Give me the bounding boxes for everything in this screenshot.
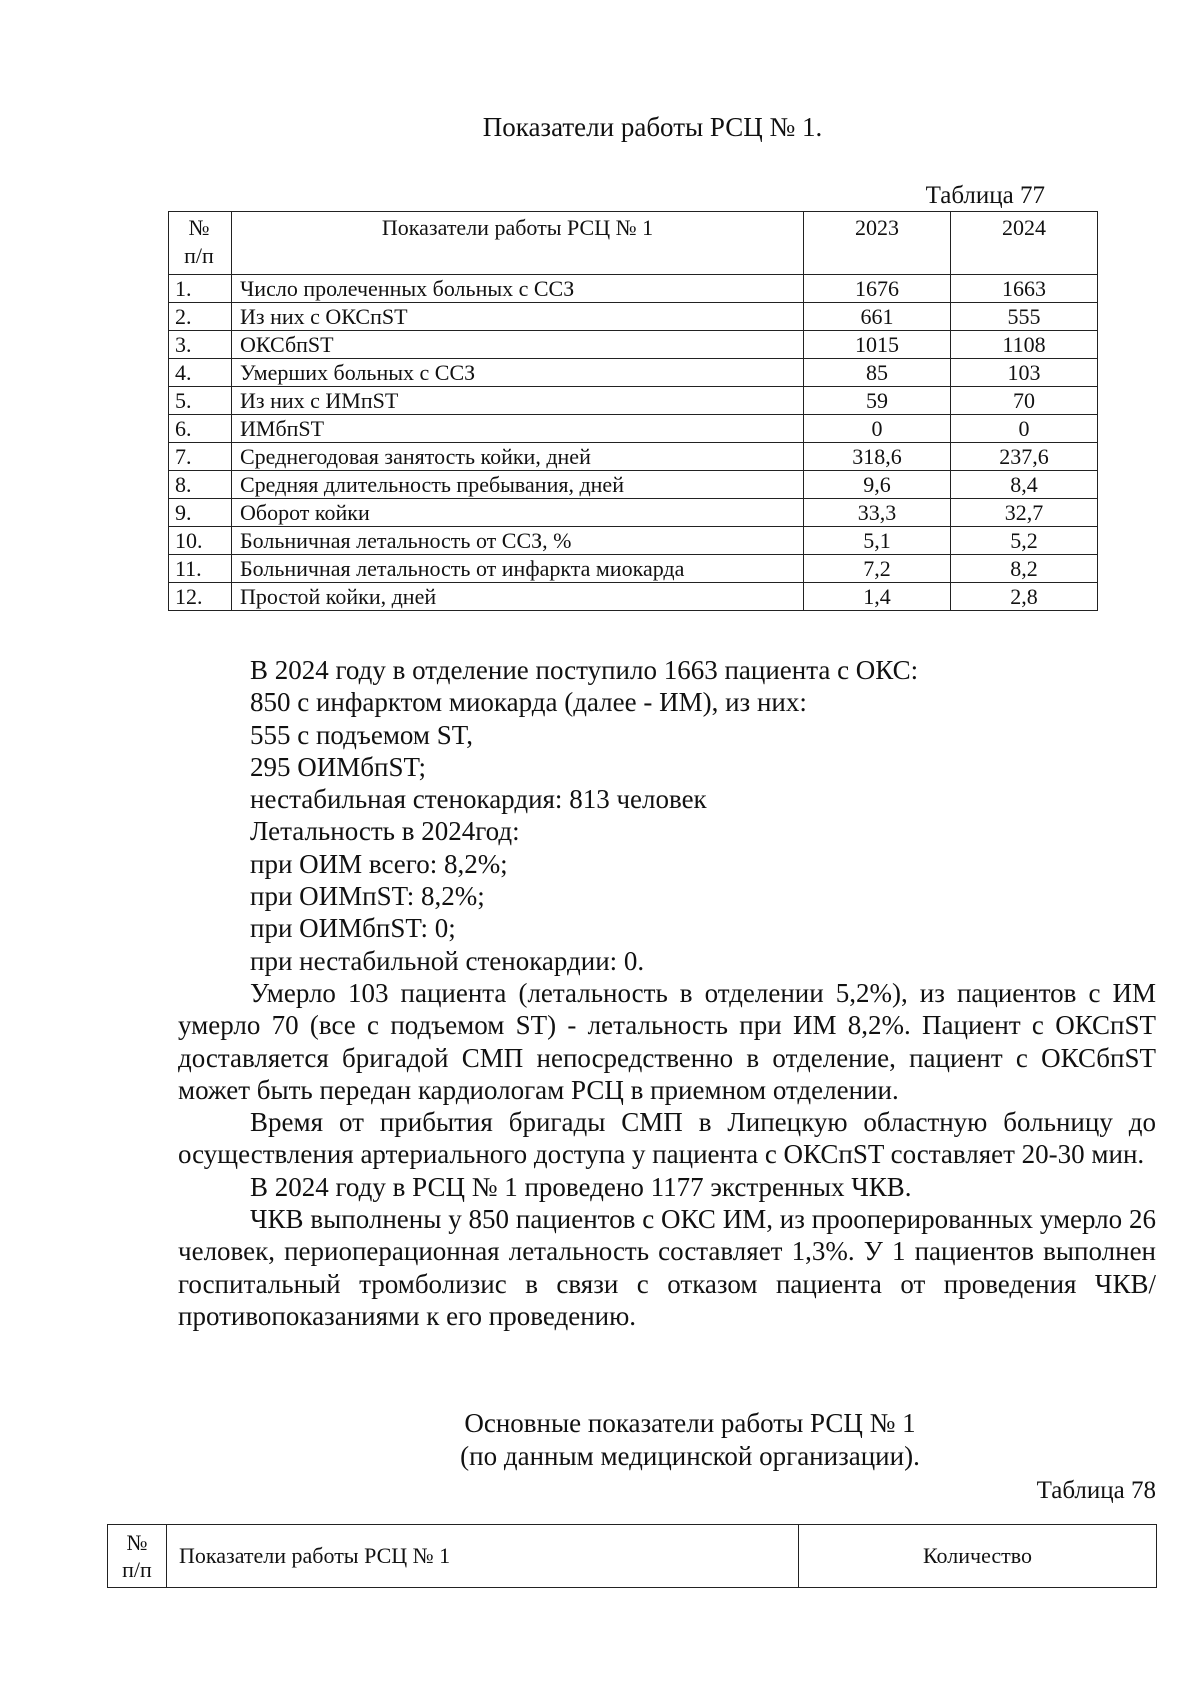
row-number: 9. (169, 499, 232, 527)
row-indicator: ОКСбпST (232, 331, 804, 359)
table-row (169, 275, 1098, 303)
text-line: В 2024 году в отделение поступило 1663 пациента с ОКС: (250, 655, 919, 685)
table-row (169, 583, 1098, 611)
row-value-2023: 5,1 (804, 527, 951, 555)
table-row (169, 527, 1098, 555)
header-year-2024: 2024 (951, 212, 1098, 275)
text-line: при ОИМпST: 8,2%; (250, 881, 485, 912)
text-line: 555 с подъемом ST, (250, 719, 474, 750)
row-value-2023: 318,6 (804, 443, 951, 471)
row-number: 5. (169, 387, 232, 415)
header-year-2023: 2023 (804, 212, 951, 275)
row-value-2023: 661 (804, 303, 951, 331)
text-line: при нестабильной стенокардии: 0. (250, 945, 645, 976)
row-value-2024: 103 (951, 359, 1098, 387)
row-indicator: Оборот койки (232, 499, 804, 527)
row-indicator: Больничная летальность от ССЗ, % (232, 527, 804, 555)
header-indicator: Показатели работы РСЦ № 1 (232, 212, 804, 275)
header-quantity: Количество (799, 1525, 1157, 1588)
row-indicator: Среднегодовая занятость койки, дней (232, 443, 804, 471)
table-row (169, 331, 1098, 359)
row-value-2024: 8,2 (951, 555, 1098, 583)
row-value-2023: 1676 (804, 275, 951, 303)
header-number-pp: п/п (184, 243, 214, 268)
row-number: 3. (169, 331, 232, 359)
row-value-2024: 555 (951, 303, 1098, 331)
table-row (169, 499, 1098, 527)
table-row (169, 387, 1098, 415)
row-number: 10. (169, 527, 232, 555)
text-line: при ОИМбпST: 0; (250, 913, 456, 944)
table-row (169, 555, 1098, 583)
row-value-2024: 70 (951, 387, 1098, 415)
table-header-row (108, 1525, 1157, 1588)
row-value-2023: 1015 (804, 331, 951, 359)
table-row (169, 443, 1098, 471)
text-line: при ОИМ всего: 8,2%; (250, 848, 508, 879)
table-header-row (169, 212, 1098, 275)
paragraph-pci-results: ЧКВ выполнены у 850 пациентов с ОКС ИМ, из прооперированных умерло 26 человек, периоперационная летальность составляет 1,3%. У 1 пациентов выполнен госпитальный тромболизис в связи с отказом пациента от проведения ЧКВ/противопоказаниями к его проведению. (178, 1204, 1156, 1331)
row-value-2024: 5,2 (951, 527, 1098, 555)
paragraph-access-time: Время от прибытия бригады СМП в Липецкую областную больницу до осуществления артериального доступа у пациента с ОКСпST составляет 20-30 мин. (178, 1107, 1156, 1170)
header-number-sign: № (188, 215, 210, 240)
row-value-2023: 33,3 (804, 499, 951, 527)
header-number (169, 212, 232, 275)
row-value-2023: 0 (804, 415, 951, 443)
table-row (169, 359, 1098, 387)
body-text (178, 654, 1156, 1332)
section-title-line2: (по данным медицинской организации). (460, 1441, 920, 1471)
row-value-2023: 85 (804, 359, 951, 387)
row-number: 2. (169, 303, 232, 331)
row-indicator: Простой койки, дней (232, 583, 804, 611)
row-indicator: Средняя длительность пребывания, дней (232, 471, 804, 499)
row-value-2024: 2,8 (951, 583, 1098, 611)
row-value-2023: 59 (804, 387, 951, 415)
paragraph-pci-count: В 2024 году в РСЦ № 1 проведено 1177 экстренных ЧКВ. (250, 1171, 912, 1202)
row-value-2024: 1108 (951, 331, 1098, 359)
text-line: Летальность в 2024год: (250, 816, 520, 847)
row-value-2024: 237,6 (951, 443, 1098, 471)
page-title: Показатели работы РСЦ № 1. (482, 112, 823, 142)
table-77 (168, 211, 1098, 611)
table-78-caption: Таблица 78 (1036, 1477, 1156, 1504)
table-row (169, 303, 1098, 331)
row-value-2024: 32,7 (951, 499, 1098, 527)
row-number: 6. (169, 415, 232, 443)
row-value-2024: 8,4 (951, 471, 1098, 499)
row-number: 8. (169, 471, 232, 499)
row-number: 1. (169, 275, 232, 303)
row-value-2023: 1,4 (804, 583, 951, 611)
row-value-2023: 7,2 (804, 555, 951, 583)
table-row (169, 415, 1098, 443)
text-line: нестабильная стенокардия: 813 человек (250, 784, 707, 815)
table-77-caption: Таблица 77 (925, 182, 1045, 209)
row-value-2024: 0 (951, 415, 1098, 443)
row-indicator: Умерших больных с ССЗ (232, 359, 804, 387)
row-value-2024: 1663 (951, 275, 1098, 303)
row-number: 7. (169, 443, 232, 471)
row-indicator: Число пролеченных больных с ССЗ (232, 275, 804, 303)
section-title (380, 1407, 1000, 1473)
header-number (108, 1525, 167, 1588)
row-number: 12. (169, 583, 232, 611)
row-indicator: Из них с ИМпST (232, 387, 804, 415)
row-indicator: Из них с ОКСпST (232, 303, 804, 331)
table-row (169, 471, 1098, 499)
row-number: 11. (169, 555, 232, 583)
row-number: 4. (169, 359, 232, 387)
table-78 (107, 1524, 1157, 1588)
text-line: 850 с инфарктом миокарда (далее - ИМ), из них: (250, 687, 807, 718)
header-number-sign: № (126, 1530, 148, 1555)
text-line: 295 ОИМбпST; (250, 751, 426, 782)
row-value-2023: 9,6 (804, 471, 951, 499)
header-number-pp: п/п (122, 1557, 152, 1582)
paragraph-mortality: Умерло 103 пациента (летальность в отделении 5,2%), из пациентов с ИМ умерло 70 (все с подъемом ST) - летальность при ИМ 8,2%. Пациент с ОКСпST доставляется бригадой СМП непосредственно в отделение, пациент с ОКСбпST может быть передан кардиологам РСЦ в приемном отделении. (178, 977, 1156, 1105)
header-indicator: Показатели работы РСЦ № 1 (167, 1525, 799, 1588)
section-title-line1: Основные показатели работы РСЦ № 1 (464, 1408, 916, 1438)
row-indicator: ИМбпST (232, 415, 804, 443)
row-indicator: Больничная летальность от инфаркта миокарда (232, 555, 804, 583)
